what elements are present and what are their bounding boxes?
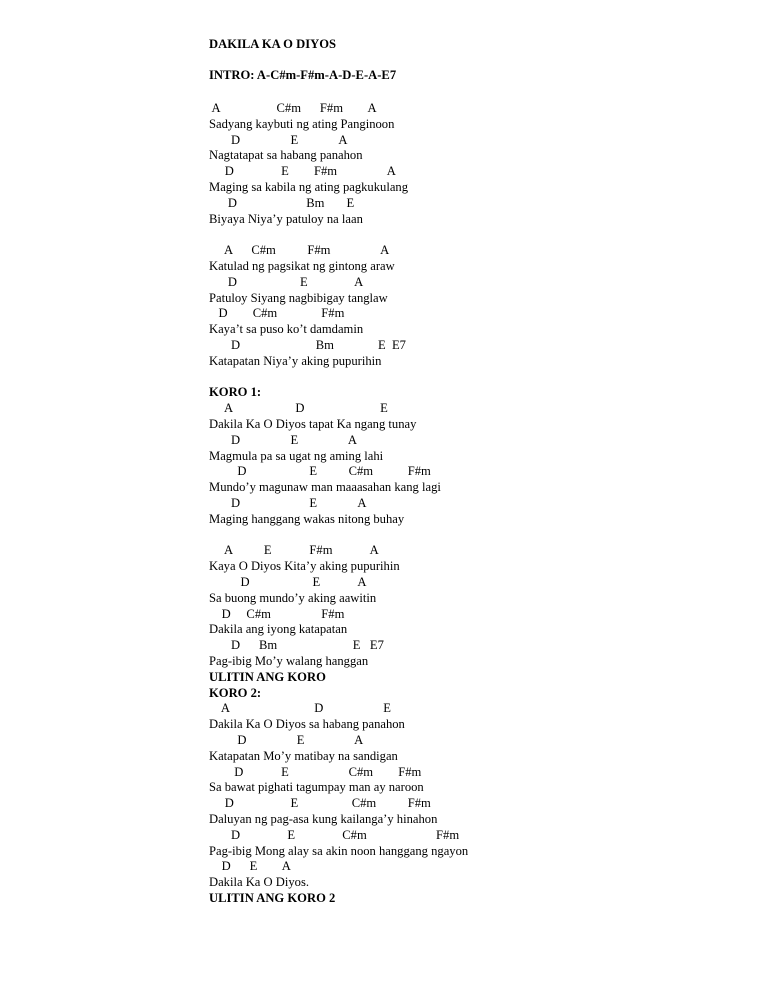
lyric-line: Katapatan Mo’y matibay na sandigan [209,748,398,763]
lyric-line: Magmula pa sa ugat ng aming lahi [209,448,384,463]
chord-line: D Bm E E7 [209,638,384,653]
chord-line: D E A [209,496,367,510]
chord-line: D E A [209,274,364,289]
section-label: KORO 2: [209,685,262,700]
lyric-line: Sa buong mundo’y aking aawitin [209,590,377,605]
lyric-line: Kaya O Diyos Kita’y aking pupurihin [209,559,400,574]
chord-line: D E C#m F#m [209,764,422,779]
lyric-line: Sadyang kaybuti ng ating Panginoon [209,116,395,131]
intro-line: INTRO: A-C#m-F#m-A-D-E-A-E7 [209,68,397,82]
chord-line: D E A [209,733,364,747]
lyric-line: Pag-ibig Mong alay sa akin noon hanggang ngayon [209,843,469,858]
lyric-line: Pag-ibig Mo’y walang hanggan [209,654,369,668]
chord-line: D E A [209,575,367,589]
chord-line: D C#m F#m [209,306,345,321]
lyric-line: Patuloy Siyang nagbibigay tanglaw [209,290,388,305]
lyric-line: Nagtatapat sa habang panahon [209,148,363,163]
lyric-line: Katulad ng pagsikat ng gintong araw [209,259,395,273]
section-label: KORO 1: [209,385,262,400]
chord-line: D E F#m A [209,164,396,179]
lyric-line: Dakila Ka O Diyos tapat Ka ngang tunay [209,417,417,431]
lyric-line: Katapatan Niya’y aking pupurihin [209,353,382,368]
lyric-line: Sa bawat pighati tagumpay man ay naroon [209,780,424,795]
chord-line: D Bm E E7 [209,338,406,352]
lyric-line: Daluyan ng pag-asa kung kailanga’y hinahon [209,812,438,826]
lyric-line: Maging hanggang wakas nitong buhay [209,511,405,526]
lyric-line: Dakila ang iyong katapatan [209,622,348,637]
lyric-line: Biyaya Niya’y patuloy na laan [209,211,363,226]
chord-line: D E C#m F#m [209,796,431,811]
chord-line: A C#m F#m A [209,101,377,115]
lyric-line: Mundo’y magunaw man maaasahan kang lagi [209,480,441,495]
chord-line: D E C#m F#m [209,464,431,479]
lyric-line: Maging sa kabila ng ating pagkukulang [209,180,409,194]
lyric-line: Dakila Ka O Diyos sa habang panahon [209,717,405,732]
chord-line: D E A [209,132,348,147]
section-label: ULITIN ANG KORO [209,669,326,684]
chord-line: A D E [209,401,388,416]
chord-line: D C#m F#m [209,606,345,621]
chord-line: D E C#m F#m [209,827,460,842]
lyric-line: Dakila Ka O Diyos. [209,875,310,890]
chord-line: D Bm E [209,195,355,210]
chord-line: D E A [209,432,357,447]
song-title: DAKILA KA O DIYOS [209,37,337,51]
chord-line: A E F#m A [209,543,379,558]
section-label: ULITIN ANG KORO 2 [209,891,336,905]
lyric-line: Kaya’t sa puso ko’t damdamin [209,322,364,337]
chord-line: A D E [209,701,391,716]
chord-line: D E A [209,859,291,874]
chord-line: A C#m F#m A [209,243,390,258]
